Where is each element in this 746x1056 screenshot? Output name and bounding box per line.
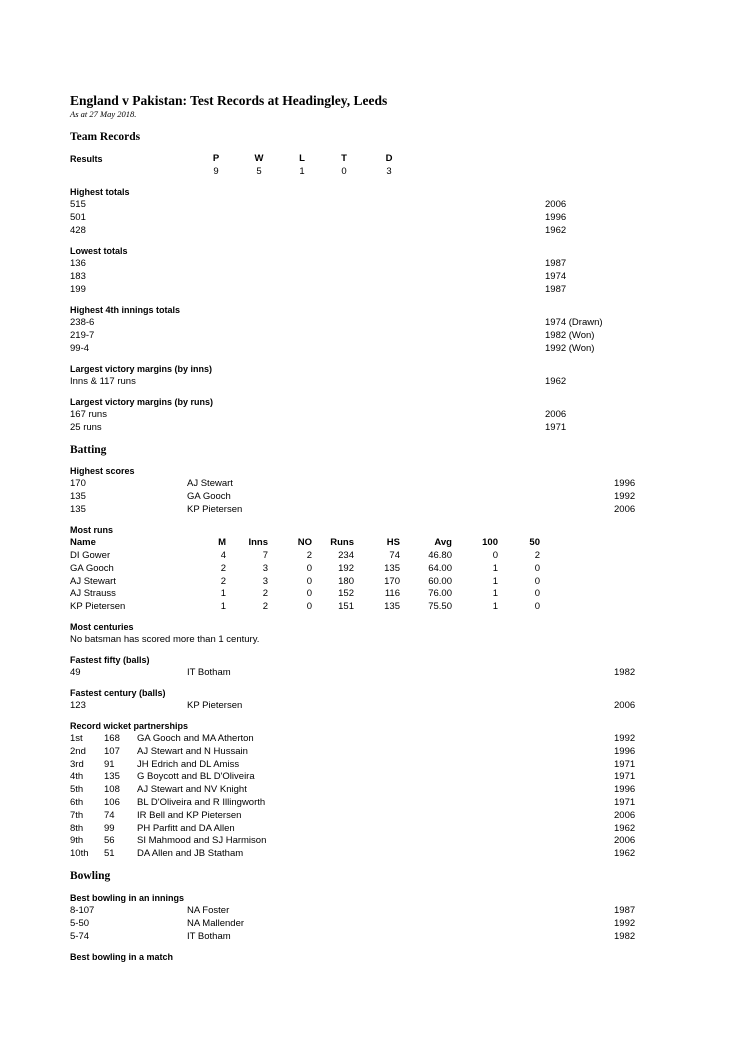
most-runs-header-row — [70, 537, 670, 550]
results-value-t: 0 — [341, 166, 347, 177]
most-runs-stat: 192 — [338, 562, 354, 574]
most-runs-header: Avg — [434, 537, 452, 548]
partnership-runs: 99 — [104, 822, 115, 834]
lowest-totals-title: Lowest totals — [70, 246, 128, 256]
partnership-runs: 108 — [104, 784, 120, 796]
lowest-totals-year: 1974 — [545, 270, 567, 282]
most-runs-stat: 1 — [492, 562, 498, 574]
partnership-runs: 56 — [104, 835, 115, 847]
highest-totals-value: 428 — [70, 224, 86, 236]
lowest-totals-value: 183 — [70, 270, 86, 282]
best-bowling-innings-row — [70, 905, 670, 918]
partnership-year: 1971 — [614, 797, 636, 808]
partnership-runs: 106 — [104, 797, 120, 808]
partnership-wicket: 7th — [70, 809, 84, 821]
highest-scores-value: 135 — [70, 503, 86, 515]
most-runs-stat: 2 — [220, 575, 226, 587]
partnership-wicket: 2nd — [70, 745, 86, 757]
lowest-totals-value: 136 — [70, 258, 86, 269]
fastest-fifty-title: Fastest fifty (balls) — [70, 655, 150, 665]
partnership-runs: 51 — [104, 848, 115, 860]
most-runs-stat: 76.00 — [428, 588, 452, 600]
highest-totals-title: Highest totals — [70, 187, 130, 197]
highest-scores-row — [70, 504, 670, 517]
highest-scores-player: GA Gooch — [187, 490, 231, 502]
victory-runs-row — [70, 409, 670, 422]
lowest-totals-row — [70, 258, 670, 271]
results-header-l: L — [299, 153, 305, 164]
fourth-innings-year: 1974 (Drawn) — [545, 317, 603, 328]
section-batting: Batting — [70, 444, 107, 456]
fastest-century-value: 123 — [70, 700, 86, 711]
most-centuries-text: No batsman has scored more than 1 century. — [70, 634, 260, 645]
highest-scores-year: 1996 — [614, 478, 636, 489]
most-runs-stat: 46.80 — [428, 550, 452, 561]
best-bowling-innings-title: Best bowling in an innings — [70, 893, 184, 903]
most-runs-stat: 74 — [389, 550, 400, 561]
most-runs-header: 50 — [529, 537, 540, 548]
partnership-players: GA Gooch and MA Atherton — [137, 733, 254, 744]
most-runs-header: M — [218, 537, 226, 548]
fourth-innings-row — [70, 343, 670, 356]
fastest-century-title: Fastest century (balls) — [70, 688, 166, 698]
partnership-row — [70, 810, 670, 823]
most-runs-stat: 151 — [338, 601, 354, 613]
most-runs-stat: 0 — [534, 562, 540, 574]
partnership-year: 2006 — [614, 809, 636, 821]
victory-runs-year: 2006 — [545, 409, 567, 420]
fourth-innings-row — [70, 330, 670, 343]
partnership-players: SI Mahmood and SJ Harmison — [137, 835, 267, 847]
fastest-fifty-row — [70, 667, 670, 680]
most-runs-stat: 4 — [220, 550, 226, 561]
results-header-p: P — [212, 153, 220, 164]
victory-runs-value: 25 runs — [70, 421, 102, 433]
partnership-players: PH Parfitt and DA Allen — [137, 822, 235, 834]
partnership-year: 1992 — [614, 733, 636, 744]
most-runs-stat: 234 — [338, 550, 354, 561]
most-runs-stat: 60.00 — [428, 575, 452, 587]
best-bowling-innings-year: 1987 — [614, 905, 636, 916]
most-runs-stat: 0 — [534, 588, 540, 600]
partnership-wicket: 9th — [70, 835, 84, 847]
victory-runs-value: 167 runs — [70, 409, 107, 420]
fourth-innings-row — [70, 317, 670, 330]
most-runs-stat: 0 — [534, 601, 540, 613]
victory-inns-value: Inns & 117 runs — [70, 376, 136, 387]
partnership-runs: 107 — [104, 745, 120, 757]
partnership-row — [70, 784, 670, 797]
results-value-p: 9 — [213, 166, 219, 177]
most-runs-stat: 135 — [384, 601, 400, 613]
most-runs-name: AJ Strauss — [70, 588, 116, 600]
partnership-row — [70, 771, 670, 784]
page-title: England v Pakistan: Test Records at Headingley, Leeds — [70, 93, 388, 108]
partnership-players: AJ Stewart and N Hussain — [137, 745, 248, 757]
lowest-totals-row — [70, 271, 670, 284]
partnership-row — [70, 746, 670, 759]
fourth-innings-year: 1982 (Won) — [545, 329, 595, 341]
most-runs-stat: 180 — [338, 575, 354, 587]
most-runs-name: AJ Stewart — [70, 575, 116, 587]
results-header-d: D — [385, 153, 393, 164]
partnership-year: 1996 — [614, 784, 636, 796]
highest-totals-year: 1996 — [545, 211, 567, 223]
most-runs-stat: 170 — [384, 575, 400, 587]
results-header-w: W — [254, 153, 264, 164]
page-subtitle: As at 27 May 2018. — [70, 109, 137, 119]
most-runs-stat: 2 — [534, 550, 540, 561]
best-bowling-innings-year: 1992 — [614, 917, 636, 929]
fastest-century-player: KP Pietersen — [187, 700, 243, 711]
most-runs-stat: 1 — [492, 575, 498, 587]
most-runs-name: GA Gooch — [70, 562, 114, 574]
partnership-row — [70, 848, 670, 861]
fastest-fifty-player: IT Botham — [187, 667, 231, 678]
partnership-runs: 74 — [104, 809, 115, 821]
most-runs-row — [70, 550, 670, 563]
fourth-innings-value: 238-6 — [70, 317, 95, 328]
most-runs-row — [70, 601, 670, 614]
highest-totals-row — [70, 199, 670, 212]
lowest-totals-year: 1987 — [545, 258, 567, 269]
results-value-d: 3 — [386, 166, 392, 177]
most-runs-stat: 64.00 — [428, 562, 452, 574]
most-runs-row — [70, 576, 670, 589]
most-runs-stat: 152 — [338, 588, 354, 600]
highest-scores-value: 170 — [70, 478, 86, 489]
partnership-runs: 135 — [104, 771, 120, 783]
fastest-fifty-value: 49 — [70, 667, 81, 678]
most-runs-stat: 7 — [262, 550, 268, 561]
best-bowling-innings-value: 8-107 — [70, 905, 95, 916]
most-runs-stat: 3 — [262, 575, 268, 587]
best-bowling-innings-year: 1982 — [614, 930, 636, 942]
partnership-row — [70, 733, 670, 746]
section-bowling: Bowling — [70, 870, 111, 882]
most-runs-header: Name — [70, 537, 96, 548]
partnership-wicket: 6th — [70, 797, 84, 808]
partnership-year: 1971 — [614, 758, 636, 770]
partnership-year: 1996 — [614, 745, 636, 757]
fourth-innings-title: Highest 4th innings totals — [70, 305, 181, 315]
most-runs-title: Most runs — [70, 525, 114, 535]
most-runs-stat: 1 — [492, 588, 498, 600]
highest-scores-year: 2006 — [614, 503, 636, 515]
most-runs-row — [70, 588, 670, 601]
most-runs-stat: 2 — [220, 562, 226, 574]
partnership-players: IR Bell and KP Pietersen — [137, 809, 242, 821]
highest-totals-year: 2006 — [545, 199, 567, 210]
highest-scores-value: 135 — [70, 490, 86, 502]
most-runs-header: 100 — [482, 537, 498, 548]
most-runs-header: HS — [386, 537, 400, 548]
partnership-wicket: 5th — [70, 784, 84, 796]
most-runs-header: NO — [297, 537, 312, 548]
best-bowling-innings-row — [70, 918, 670, 931]
partnership-wicket: 10th — [70, 848, 89, 860]
lowest-totals-value: 199 — [70, 283, 86, 295]
fastest-century-year: 2006 — [614, 700, 636, 711]
most-runs-stat: 3 — [262, 562, 268, 574]
most-runs-stat: 0 — [492, 550, 498, 561]
most-centuries-title: Most centuries — [70, 622, 134, 632]
highest-totals-row — [70, 212, 670, 225]
most-runs-stat: 0 — [306, 562, 312, 574]
most-runs-stat: 0 — [306, 588, 312, 600]
partnership-wicket: 1st — [70, 733, 83, 744]
highest-scores-title: Highest scores — [70, 466, 135, 476]
most-runs-stat: 2 — [262, 588, 268, 600]
highest-totals-row — [70, 225, 670, 238]
partnership-wicket: 3rd — [70, 758, 84, 770]
highest-totals-value: 501 — [70, 211, 86, 223]
victory-inns-row — [70, 376, 670, 389]
partnership-row — [70, 835, 670, 848]
most-runs-stat: 0 — [306, 601, 312, 613]
highest-scores-row — [70, 478, 670, 491]
lowest-totals-row — [70, 284, 670, 297]
victory-runs-title: Largest victory margins (by runs) — [70, 397, 214, 407]
partnership-players: AJ Stewart and NV Knight — [137, 784, 247, 796]
most-runs-stat: 1 — [492, 601, 498, 613]
partnership-wicket: 8th — [70, 822, 84, 834]
best-bowling-innings-player: NA Foster — [187, 905, 230, 916]
most-runs-stat: 0 — [306, 575, 312, 587]
results-label: Results — [70, 154, 103, 164]
partnership-players: BL D'Oliveira and R Illingworth — [137, 797, 266, 808]
results-value-l: 1 — [299, 166, 305, 177]
victory-inns-year: 1962 — [545, 376, 567, 387]
partnership-row — [70, 759, 670, 772]
most-runs-stat: 2 — [262, 601, 268, 613]
best-bowling-innings-row — [70, 931, 670, 944]
highest-scores-player: KP Pietersen — [187, 503, 243, 515]
partnership-players: G Boycott and BL D'Oliveira — [137, 771, 255, 783]
victory-runs-row — [70, 422, 670, 435]
most-runs-name: DI Gower — [70, 550, 111, 561]
partnership-year: 2006 — [614, 835, 636, 847]
document-page — [70, 0, 670, 1056]
partnership-row — [70, 823, 670, 836]
most-runs-stat: 135 — [384, 562, 400, 574]
most-runs-stat: 2 — [306, 550, 312, 561]
most-runs-name: KP Pietersen — [70, 601, 126, 613]
fastest-century-row — [70, 700, 670, 713]
best-bowling-innings-value: 5-74 — [70, 930, 90, 942]
partnership-wicket: 4th — [70, 771, 84, 783]
highest-scores-player: AJ Stewart — [187, 478, 233, 489]
most-runs-stat: 75.50 — [428, 601, 452, 613]
best-bowling-innings-player: NA Mallender — [187, 917, 245, 929]
victory-runs-year: 1971 — [545, 421, 567, 433]
victory-inns-title: Largest victory margins (by inns) — [70, 364, 213, 374]
partnership-runs: 91 — [104, 758, 115, 770]
fourth-innings-value: 99-4 — [70, 342, 90, 354]
highest-scores-row — [70, 491, 670, 504]
highest-totals-value: 515 — [70, 199, 86, 210]
partnership-row — [70, 797, 670, 810]
partnership-year: 1962 — [614, 848, 636, 860]
results-header-t: T — [341, 153, 347, 164]
most-runs-header: Inns — [248, 537, 268, 548]
most-runs-stat: 1 — [220, 601, 226, 613]
partnership-year: 1971 — [614, 771, 636, 783]
most-runs-row — [70, 563, 670, 576]
fourth-innings-year: 1992 (Won) — [545, 342, 595, 354]
most-runs-header: Runs — [330, 537, 354, 548]
partnership-players: DA Allen and JB Statham — [137, 848, 244, 860]
most-runs-stat: 0 — [534, 575, 540, 587]
highest-scores-year: 1992 — [614, 490, 636, 502]
partnerships-title: Record wicket partnerships — [70, 721, 189, 731]
results-value-w: 5 — [256, 166, 262, 177]
partnership-year: 1962 — [614, 822, 636, 834]
lowest-totals-year: 1987 — [545, 283, 567, 295]
highest-totals-year: 1962 — [545, 224, 567, 236]
partnership-runs: 168 — [104, 733, 120, 744]
partnership-players: JH Edrich and DL Amiss — [137, 758, 240, 770]
best-bowling-match-title: Best bowling in a match — [70, 952, 174, 962]
fastest-fifty-year: 1982 — [614, 667, 636, 678]
best-bowling-innings-value: 5-50 — [70, 917, 90, 929]
section-team-records: Team Records — [70, 131, 141, 143]
fourth-innings-value: 219-7 — [70, 329, 95, 341]
best-bowling-innings-player: IT Botham — [187, 930, 231, 942]
most-runs-stat: 116 — [384, 588, 400, 600]
most-runs-stat: 1 — [220, 588, 226, 600]
